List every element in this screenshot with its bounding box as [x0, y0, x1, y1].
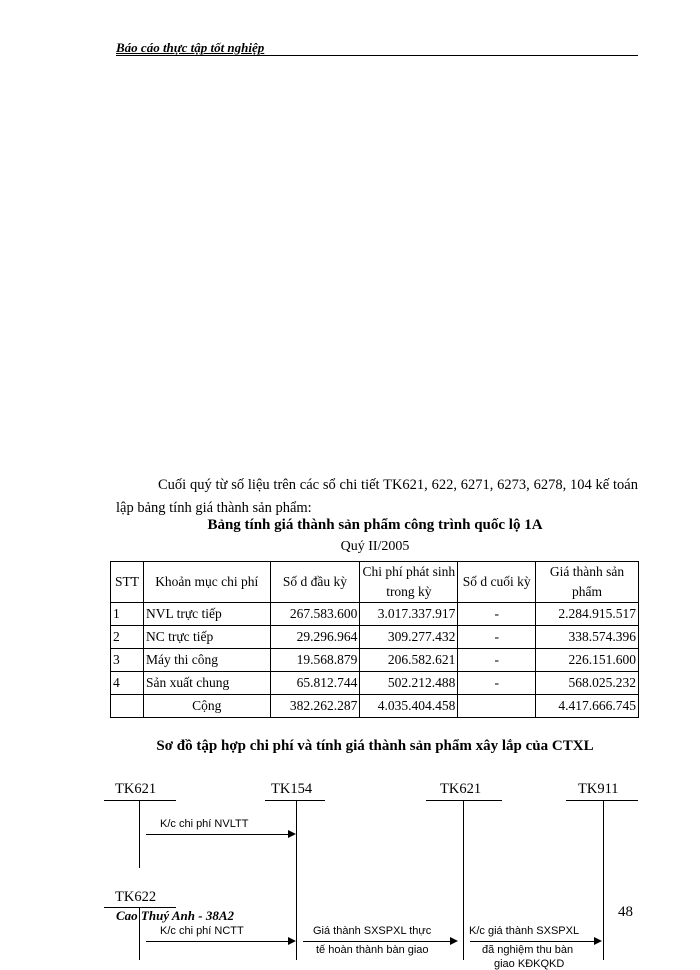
t-account-bar-tk154: [265, 800, 325, 801]
flow-label-gt-thuc-te-line1: Giá thành SXSPXL thực: [313, 925, 432, 937]
page-number: 48: [618, 904, 633, 920]
cell-total-product: 4.417.666.745: [536, 695, 639, 718]
cell-stt: 2: [111, 626, 144, 649]
account-label-tk911: TK911: [578, 781, 619, 797]
cell-total-period: 4.035.404.458: [360, 695, 458, 718]
cell-product: 226.151.600: [536, 649, 639, 672]
cell-stt: 4: [111, 672, 144, 695]
account-label-tk154: TK154: [271, 781, 313, 797]
footer-author: Cao Thuý Anh - 38A2: [116, 908, 234, 923]
cell-period: 3.017.337.917: [360, 603, 458, 626]
t-account-bar-tk621: [104, 800, 176, 801]
cell-stt: 1: [111, 603, 144, 626]
header-product-cost: Giá thành sản phẩm: [536, 562, 639, 603]
cell-period: 502.212.488: [360, 672, 458, 695]
cell-product: 568.025.232: [536, 672, 639, 695]
flow-label-kc-nctt: K/c chi phí NCTT: [160, 925, 244, 937]
table-row: [111, 649, 639, 672]
header-period-cost: Chi phí phát sinh trong kỳ: [360, 562, 458, 603]
flow-label-kc-nvltt: K/c chi phí NVLTT: [160, 818, 249, 830]
cell-opening: 19.568.879: [270, 649, 360, 672]
cell-total-label: Cộng: [143, 695, 270, 718]
diagram-title: Sơ đồ tập hợp chi phí và tính giá thành sản phẩm xây lắp của CTXL: [156, 738, 594, 754]
cell-item: Máy thi công: [143, 649, 270, 672]
cell-closing: -: [458, 626, 536, 649]
cell-period: 309.277.432: [360, 626, 458, 649]
flow-label-kc-gt-line3: giao KĐKQKD: [494, 958, 565, 970]
cell-product: 2.284.915.517: [536, 603, 639, 626]
cell-period: 206.582.621: [360, 649, 458, 672]
cell-closing: -: [458, 672, 536, 695]
header-cost-item: Khoản mục chi phí: [143, 562, 270, 603]
account-label-tk621: TK621: [115, 781, 157, 797]
t-account-stem-tk154: [296, 800, 297, 960]
cell-stt: 3: [111, 649, 144, 672]
t-account-stem-tk621: [139, 800, 140, 868]
cell-closing: -: [458, 649, 536, 672]
table-row: [111, 672, 639, 695]
table-total-row: [111, 695, 639, 718]
header-divider: [116, 55, 638, 56]
flow-arrow-kc-gt-head: [594, 937, 602, 945]
t-account-stem-tk621-second: [463, 800, 464, 960]
t-account-stem-tk911: [603, 800, 604, 960]
cell-total-closing: [458, 695, 536, 718]
table-row: [111, 626, 639, 649]
flow-arrow-nctt-head: [288, 937, 296, 945]
account-label-tk621-second: TK621: [440, 781, 482, 797]
account-label-tk622: TK622: [115, 889, 157, 905]
cell-opening: 65.812.744: [270, 672, 360, 695]
t-account-bar-tk911: [566, 800, 638, 801]
header-closing-balance: Số d cuối kỳ: [458, 562, 536, 603]
cell-total-opening: 382.262.287: [270, 695, 360, 718]
document-header-title: Báo cáo thực tập tốt nghiệp: [116, 40, 265, 55]
header-opening-balance: Số d đầu kỳ: [270, 562, 360, 603]
flow-arrow-nvltt-line: [146, 834, 288, 835]
table-subtitle: Quý II/2005: [340, 539, 410, 554]
table-header-row: [111, 562, 639, 603]
header-stt: STT: [111, 562, 144, 603]
table-title: Bảng tính giá thành sản phẩm công trình quốc lộ 1A: [207, 517, 543, 533]
cell-stt: [111, 695, 144, 718]
flow-arrow-kc-gt-line: [470, 941, 594, 942]
cell-item: Sản xuất chung: [143, 672, 270, 695]
cell-closing: -: [458, 603, 536, 626]
flow-arrow-gt-thuc-te-head: [450, 937, 458, 945]
cost-table: [110, 561, 639, 718]
cell-opening: 29.296.964: [270, 626, 360, 649]
cell-opening: 267.583.600: [270, 603, 360, 626]
intro-paragraph: Cuối quý từ số liệu trên các sổ chi tiết TK621, 622, 6271, 6273, 6278, 104 kế toán lập bảng tính giá thành sản phẩm:: [116, 477, 638, 516]
cell-product: 338.574.396: [536, 626, 639, 649]
flow-label-gt-thuc-te-line2: tế hoàn thành bàn giao: [316, 944, 429, 956]
t-account-bar-tk621-second: [426, 800, 502, 801]
cell-item: NVL trực tiếp: [143, 603, 270, 626]
cell-item: NC trực tiếp: [143, 626, 270, 649]
flow-arrow-gt-thuc-te-line: [303, 941, 450, 942]
flow-label-kc-gt-line2: đã nghiệm thu bàn: [482, 944, 574, 956]
flow-arrow-nctt-line: [146, 941, 288, 942]
table-row: [111, 603, 639, 626]
flow-arrow-nvltt-head: [288, 830, 296, 838]
flow-label-kc-gt-line1: K/c giá thành SXSPXL: [469, 925, 580, 937]
